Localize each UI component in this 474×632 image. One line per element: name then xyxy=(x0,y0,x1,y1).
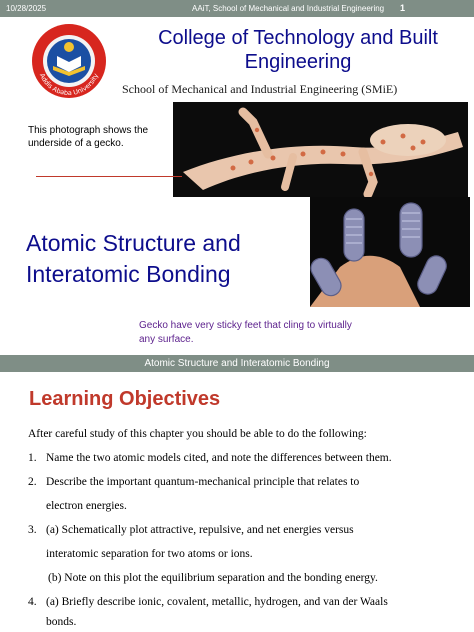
photo-caption: This photograph shows the underside of a gecko. xyxy=(28,125,149,149)
title-divider xyxy=(36,176,182,177)
gecko-caption: Gecko have very sticky feet that cling to virtually any surface. xyxy=(139,320,352,345)
logo-text: Addis Ababa University xyxy=(37,72,101,98)
header-date: 10/28/2025 xyxy=(6,4,47,13)
college-title: College of Technology and Built Engineering xyxy=(158,27,438,73)
objective-line-3: electron energies. xyxy=(46,500,127,512)
learning-objectives-title: Learning Objectives xyxy=(29,388,221,410)
page-number: 1 xyxy=(400,3,406,13)
slide-title: Atomic Structure and Interatomic Bonding xyxy=(26,230,241,287)
school-title: School of Mechanical and Industrial Engineering (SMiE) xyxy=(122,82,398,96)
objective-line-4: 3. (a) Schematically plot attractive, repulsive, and net energies versus xyxy=(28,524,354,536)
objective-line-5: interatomic separation for two atoms or ions. xyxy=(46,548,253,560)
university-logo xyxy=(24,22,114,100)
objective-line-1: 1. Name the two atomic models cited, and note the differences between them. xyxy=(28,452,392,464)
objective-line-2: 2. Describe the important quantum-mechanical principle that relates to xyxy=(28,476,360,488)
section-band: Atomic Structure and Interatomic Bonding xyxy=(0,355,474,372)
gecko-feet-photo xyxy=(310,197,470,307)
objective-line-6: (b) Note on this plot the equilibrium separation and the bonding energy. xyxy=(48,572,378,584)
objective-line-8: bonds. xyxy=(46,616,77,628)
objectives-intro: After careful study of this chapter you should be able to do the following: xyxy=(28,428,367,440)
objective-line-7: 4. (a) Briefly describe ionic, covalent, metallic, hydrogen, and van der Waals xyxy=(28,596,388,608)
header-bar xyxy=(0,0,474,17)
header-org: AAiT, School of Mechanical and Industrial Engineering xyxy=(192,4,385,13)
gecko-underside-photo xyxy=(173,102,468,197)
